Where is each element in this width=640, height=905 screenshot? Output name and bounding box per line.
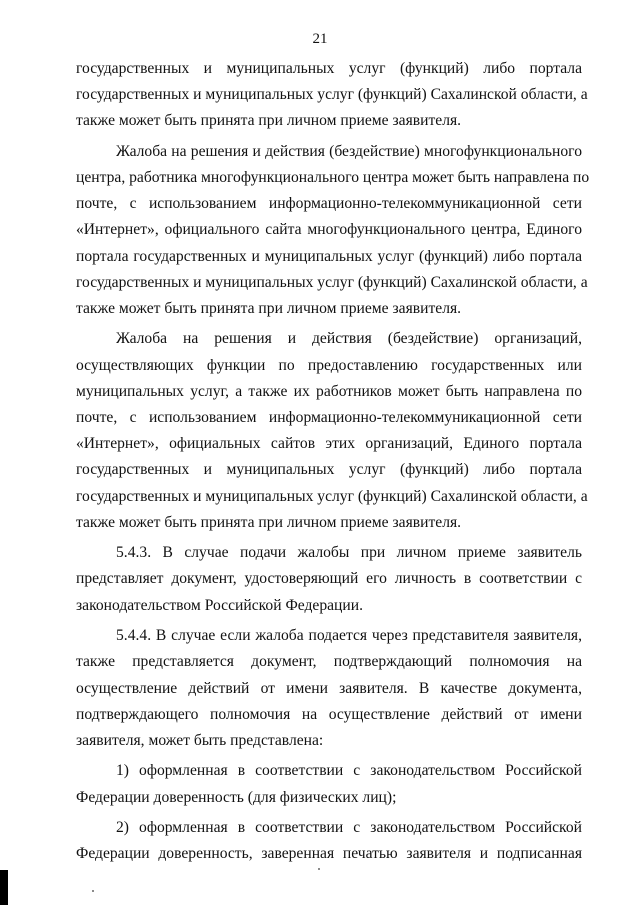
text-line: «Интернет», официального сайта многофункционального центра, Единого bbox=[76, 221, 582, 239]
text-line: портала государственных и муниципальных услуг (функций) либо портала bbox=[76, 247, 582, 265]
paragraph-5 bbox=[76, 623, 582, 754]
text-line: Жалоба на решения и действия (бездействие) многофункционального bbox=[116, 142, 582, 160]
text-line: также может быть принята при личном приеме заявителя. bbox=[76, 513, 462, 531]
text-line: Федерации доверенность (для физических лиц); bbox=[76, 788, 397, 806]
scan-speck bbox=[318, 868, 320, 870]
paragraph-2 bbox=[76, 139, 590, 322]
text-line: «Интернет», официальных сайтов этих организаций, Единого портала bbox=[76, 435, 582, 453]
paragraph-1 bbox=[76, 56, 588, 135]
text-line: государственных и муниципальных услуг (функций) Сахалинской области, а bbox=[76, 273, 588, 291]
paragraph-3 bbox=[76, 326, 588, 536]
text-line: почте, с использованием информационно-телекоммуникационной сети bbox=[76, 409, 582, 427]
text-line: заявителя, может быть представлена: bbox=[76, 731, 324, 749]
paragraph-4 bbox=[76, 540, 582, 619]
text-line: почте, с использованием информационно-телекоммуникационной сети bbox=[76, 195, 582, 213]
text-line: осуществление действий от имени заявителя. В качестве документа, bbox=[76, 679, 582, 697]
document-body bbox=[76, 56, 590, 872]
text-line: государственных и муниципальных услуг (функций) либо портала bbox=[76, 461, 582, 479]
text-line: государственных и муниципальных услуг (функций) Сахалинской области, а bbox=[76, 86, 588, 104]
text-line: также может быть принята при личном приеме заявителя. bbox=[76, 299, 462, 317]
text-line: также может быть принята при личном приеме заявителя. bbox=[76, 112, 462, 130]
text-line: муниципальных услуг, а также их работников может быть направлена по bbox=[76, 382, 582, 400]
text-line: также представляется документ, подтверждающий полномочия на bbox=[76, 653, 582, 671]
text-line: представляет документ, удостоверяющий его личность в соответствии с bbox=[76, 570, 582, 588]
text-line: государственных и муниципальных услуг (функций) Сахалинской области, а bbox=[76, 487, 588, 505]
paragraph-7 bbox=[76, 815, 582, 867]
scan-edge-mark bbox=[0, 870, 8, 905]
text-line: Жалоба на решения и действия (бездействие) организаций, bbox=[116, 330, 582, 348]
scan-speck bbox=[92, 890, 94, 892]
text-line: подтверждающего полномочия на осуществление действий от имени bbox=[76, 705, 582, 723]
text-line: 1) оформленная в соответствии с законодательством Российской bbox=[116, 762, 582, 780]
text-line: 5.4.3. В случае подачи жалобы при личном приеме заявитель bbox=[116, 544, 582, 562]
text-line: законодательством Российской Федерации. bbox=[76, 596, 363, 614]
text-line: 5.4.4. В случае если жалоба подается через представителя заявителя, bbox=[116, 627, 582, 645]
text-line: государственных и муниципальных услуг (функций) либо портала bbox=[76, 60, 582, 77]
page-number: 21 bbox=[312, 31, 328, 47]
text-line: 2) оформленная в соответствии с законодательством Российской bbox=[116, 819, 582, 837]
text-line: центра, работника многофункционального центра может быть направлена по bbox=[76, 169, 590, 187]
text-line: осуществляющих функции по предоставлению государственных или bbox=[76, 356, 582, 374]
text-line: Федерации доверенность, заверенная печатью заявителя и подписанная bbox=[76, 845, 582, 863]
paragraph-6 bbox=[76, 758, 582, 810]
